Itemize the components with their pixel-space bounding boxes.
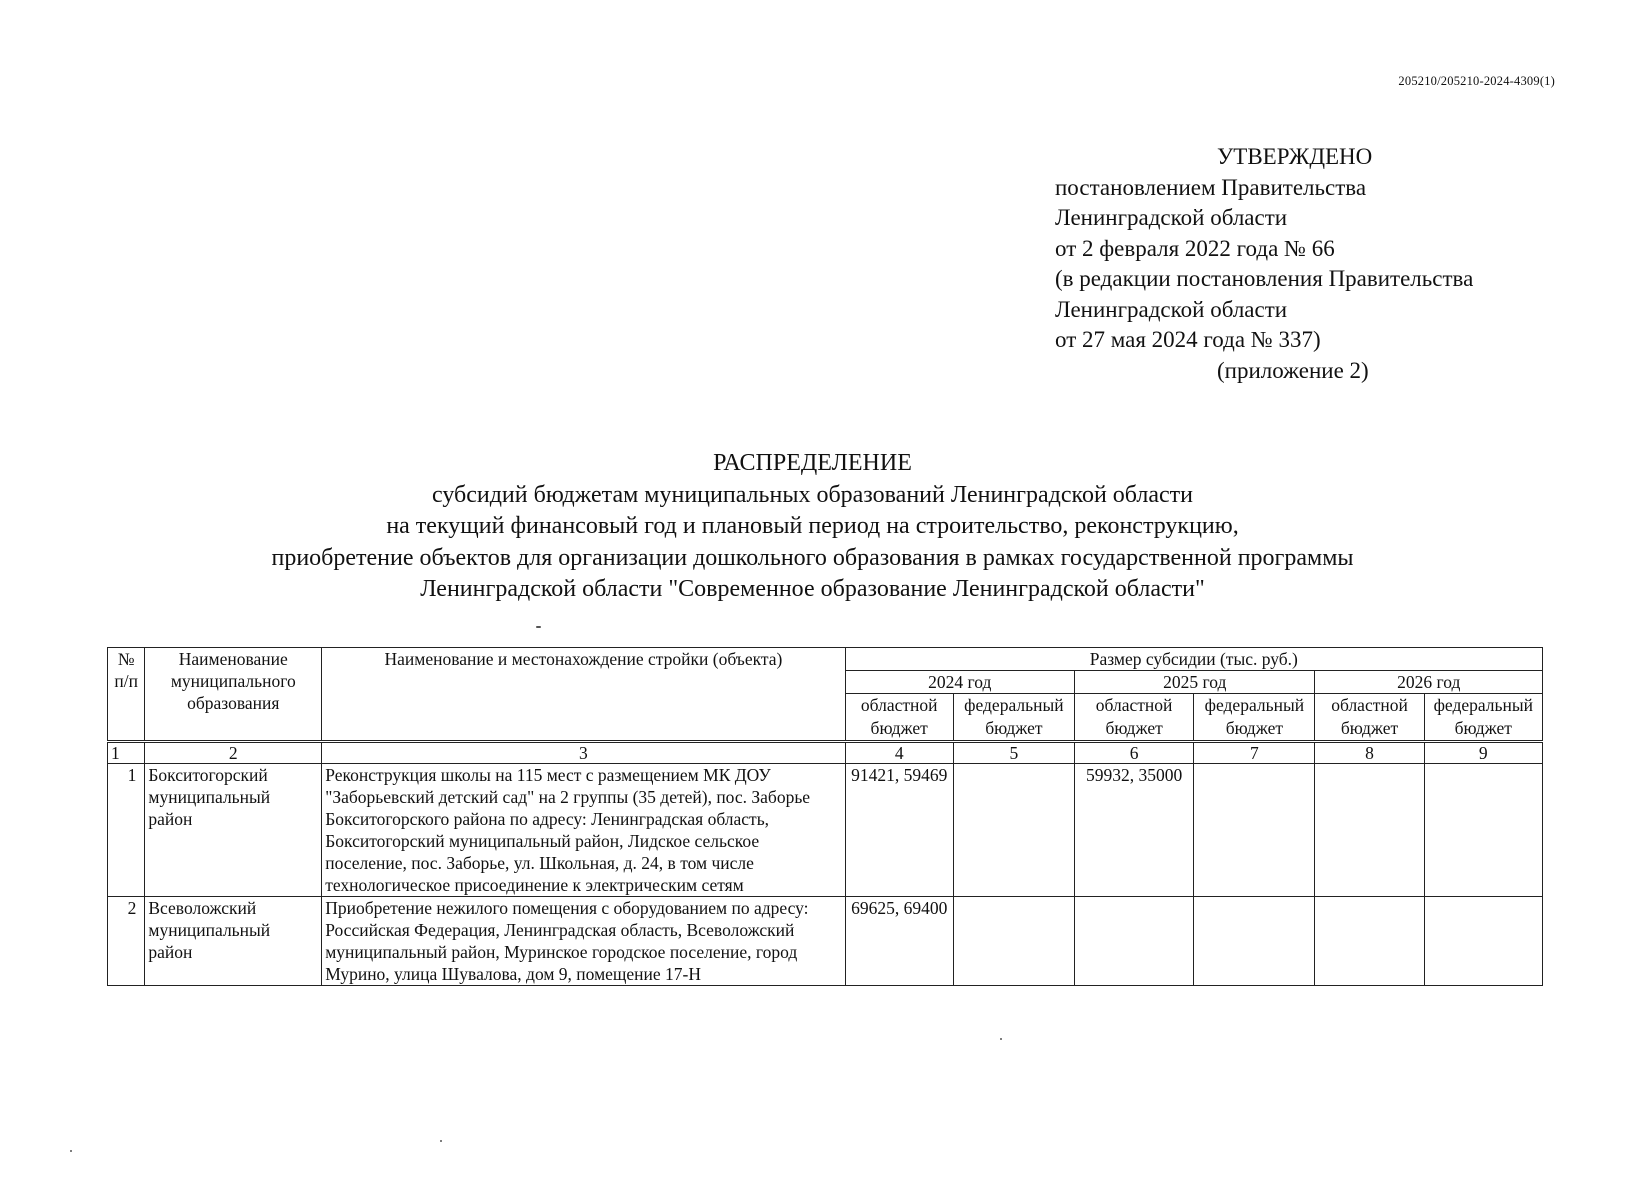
column-number: 6 bbox=[1075, 742, 1194, 764]
header-regional-budget: областной бюджет bbox=[1075, 694, 1194, 742]
header-year-2024: 2024 год bbox=[845, 671, 1074, 694]
title-main: РАСПРЕДЕЛЕНИЕ bbox=[713, 450, 912, 476]
row-value bbox=[1315, 764, 1424, 897]
column-number: 5 bbox=[953, 742, 1074, 764]
column-number: 8 bbox=[1315, 742, 1424, 764]
header-regional-budget: областной бюджет bbox=[845, 694, 953, 742]
row-value bbox=[1075, 897, 1194, 986]
column-number: 1 bbox=[108, 742, 145, 764]
header-year-2026: 2026 год bbox=[1315, 671, 1543, 694]
approval-head: УТВЕРЖДЕНО bbox=[1217, 144, 1373, 169]
header-regional-budget: областной бюджет bbox=[1315, 694, 1424, 742]
header-federal-budget: федеральный бюджет bbox=[1424, 694, 1542, 742]
scan-speck bbox=[536, 626, 541, 628]
column-number: 3 bbox=[322, 742, 845, 764]
header-federal-budget: федеральный бюджет bbox=[1194, 694, 1315, 742]
scan-speck bbox=[440, 1140, 442, 1142]
document-title bbox=[0, 448, 1625, 606]
column-number: 9 bbox=[1424, 742, 1542, 764]
approval-line: Ленинградской области bbox=[1055, 296, 1288, 322]
row-value bbox=[1424, 897, 1542, 986]
row-value bbox=[1315, 897, 1424, 986]
row-value: 69625, 69400 bbox=[845, 897, 953, 986]
title-line: субсидий бюджетам муниципальных образований Ленинградской области bbox=[431, 481, 1194, 508]
row-object: Реконструкция школы на 115 мест с размещением МК ДОУ "Заборьевский детский сад" на 2 группы (35 детей), пос. Заборье Бокситогорского района по адресу: Ленинградская область, Бокситогорский муниципальный район, Лидское сельское поселение, пос. Заборье, ул. Школьная, д. 24, в том числе технологическое присоединение к электрическим сетям bbox=[322, 764, 845, 897]
row-value: 91421, 59469 bbox=[845, 764, 953, 897]
title-line: на текущий финансовый год и плановый период на строительство, реконструкцию, bbox=[386, 513, 1239, 539]
row-value bbox=[953, 897, 1074, 986]
approval-line: от 27 мая 2024 года № 337) bbox=[1055, 327, 1321, 352]
row-value bbox=[1424, 764, 1542, 897]
row-number: 1 bbox=[108, 764, 145, 897]
approval-line: от 2 февраля 2022 года № 66 bbox=[1055, 235, 1335, 261]
approval-line: постановлением Правительства bbox=[1055, 174, 1367, 200]
header-num: № п/п bbox=[108, 648, 145, 742]
header-year-2025: 2025 год bbox=[1075, 671, 1315, 694]
row-value bbox=[953, 764, 1074, 897]
document-id: 205210/205210-2024-4309(1) bbox=[1398, 74, 1555, 88]
row-value bbox=[1194, 897, 1315, 986]
subsidy-table bbox=[107, 647, 1543, 986]
approval-line: Ленинградской области bbox=[1055, 205, 1288, 230]
header-municipality: Наименование муниципального образования bbox=[145, 648, 322, 742]
title-line: приобретение объектов для организации дошкольного образования в рамках государственной программы bbox=[271, 544, 1354, 571]
row-number: 2 bbox=[108, 897, 145, 986]
row-municipality: Бокситогорский муниципальный район bbox=[145, 764, 322, 897]
header-subsidy: Размер субсидии (тыс. руб.) bbox=[845, 648, 1542, 671]
table-row bbox=[108, 897, 1543, 986]
scan-speck bbox=[1000, 1038, 1002, 1040]
approval-stamp bbox=[1055, 142, 1473, 386]
row-object: Приобретение нежилого помещения с оборудованием по адресу: Российская Федерация, Ленинградская область, Всеволожский муниципальный район, Муринское городское поселение, город Мурино, улица Шувалова, дом 9, помещение 17-Н bbox=[322, 897, 845, 986]
title-line: Ленинградской области "Современное образование Ленинградской области" bbox=[420, 576, 1205, 602]
header-object: Наименование и местонахождение стройки (объекта) bbox=[322, 648, 845, 742]
approval-appendix: (приложение 2) bbox=[1217, 357, 1369, 383]
column-number: 7 bbox=[1194, 742, 1315, 764]
scan-speck bbox=[70, 1150, 72, 1152]
column-number: 2 bbox=[145, 742, 322, 764]
row-municipality: Всеволожский муниципальный район bbox=[145, 897, 322, 986]
approval-line: (в редакции постановления Правительства bbox=[1055, 266, 1474, 291]
column-number: 4 bbox=[845, 742, 953, 764]
column-number-row bbox=[108, 742, 1543, 764]
table-row bbox=[108, 764, 1543, 897]
row-value: 59932, 35000 bbox=[1075, 764, 1194, 897]
header-federal-budget: федеральный бюджет bbox=[953, 694, 1074, 742]
row-value bbox=[1194, 764, 1315, 897]
